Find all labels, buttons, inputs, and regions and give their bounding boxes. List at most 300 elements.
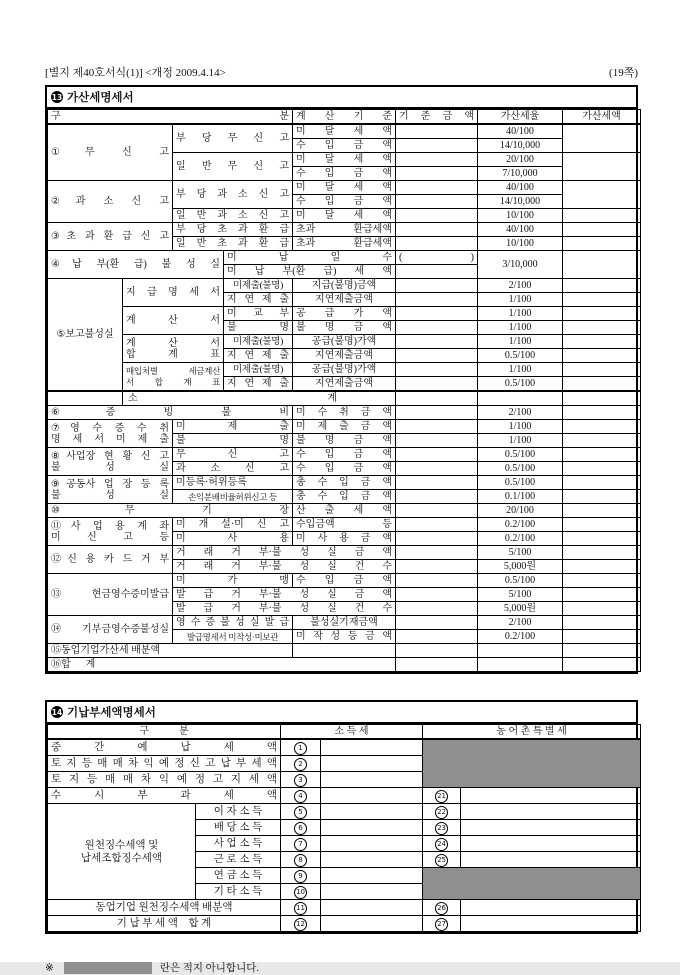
- subcategory-label: 지 연 제 출: [224, 349, 293, 363]
- penalty-amount-cell[interactable]: [563, 279, 641, 293]
- category-label: ②과 소 신 고: [48, 181, 173, 223]
- calc-basis: 수 입 금 액: [293, 167, 396, 181]
- base-amount-cell[interactable]: [396, 434, 478, 448]
- income-tax-amount-cell[interactable]: [321, 739, 423, 756]
- penalty-amount-cell[interactable]: [563, 434, 641, 448]
- calc-basis: 공급(불명)가액: [293, 363, 396, 377]
- section-title-prepaid: [47, 702, 636, 724]
- col-header-basis: 계 산 기 준: [293, 110, 396, 125]
- penalty-rate: 0.5/100: [478, 574, 563, 588]
- table-row: [48, 406, 641, 420]
- penalty-rate: 0.2/100: [478, 630, 563, 644]
- penalty-amount-cell[interactable]: [563, 518, 641, 532]
- income-tax-amount-cell[interactable]: [321, 916, 423, 932]
- category-label: ⑭기부금영수증불성실: [48, 616, 173, 644]
- penalty-rate: 2/100: [478, 406, 563, 420]
- calc-basis: 초과 환급세액: [293, 223, 396, 237]
- penalty-rate: 1/100: [478, 420, 563, 434]
- table-header-row: [48, 110, 641, 125]
- penalty-rate: 5,000원: [478, 560, 563, 574]
- table-row: [48, 788, 641, 804]
- penalty-rate: 5/100: [478, 546, 563, 560]
- item-label: 연 금 소 득: [196, 868, 281, 884]
- item-label: 기 타 소 득: [196, 884, 281, 900]
- income-tax-amount-cell[interactable]: [321, 772, 423, 788]
- item-num: [281, 868, 321, 884]
- table-row: [48, 251, 641, 265]
- base-amount-cell[interactable]: [396, 406, 478, 420]
- base-amount-cell[interactable]: [396, 462, 478, 476]
- penalty-rate: 10/100: [478, 209, 563, 223]
- farm-tax-amount-cell[interactable]: [461, 916, 641, 932]
- penalty-amount-cell[interactable]: [563, 223, 641, 237]
- item-num: [281, 836, 321, 852]
- item-num: [281, 804, 321, 820]
- table-row: [48, 739, 641, 756]
- subcategory-label: [123, 363, 224, 392]
- calc-basis: 불성실기재금액: [293, 616, 396, 630]
- label-line: 계 산 서: [126, 337, 220, 349]
- table-row: [48, 223, 641, 237]
- base-amount-cell[interactable]: [396, 546, 478, 560]
- penalty-rate: 2/100: [478, 616, 563, 630]
- circled-number: 3: [294, 774, 307, 787]
- subtotal-row: [48, 391, 641, 406]
- item-num: [281, 756, 321, 772]
- calc-basis: 수입금액 등: [293, 518, 396, 532]
- base-amount-cell[interactable]: [396, 420, 478, 434]
- footnote: [45, 960, 638, 975]
- total-label: 기 납 부 세 액 합 계: [48, 916, 281, 932]
- income-tax-amount-cell[interactable]: [321, 804, 423, 820]
- circled-number: 2: [294, 758, 307, 771]
- calc-basis: 미 사 용 금 액: [293, 532, 396, 546]
- penalty-rate: 5,000원: [478, 602, 563, 616]
- penalty-rate: 1/100: [478, 321, 563, 335]
- penalty-rate: 1/100: [478, 335, 563, 349]
- calc-basis: 수 입 금 액: [293, 448, 396, 462]
- penalty-amount-cell[interactable]: [563, 391, 641, 406]
- subcategory-label: 미 제 출: [173, 420, 293, 434]
- calc-basis: 수 입 금 액: [293, 195, 396, 209]
- circled-number: 8: [294, 854, 307, 867]
- penalty-amount-cell[interactable]: [563, 124, 641, 153]
- income-tax-amount-cell[interactable]: [321, 788, 423, 804]
- calc-basis: 미 달 세 액: [293, 181, 396, 195]
- item-label: 근 로 소 득: [196, 852, 281, 868]
- category-label: [48, 476, 173, 504]
- form-header: [45, 64, 638, 80]
- income-tax-amount-cell[interactable]: [321, 852, 423, 868]
- category-label: ⑤보고불성실: [48, 279, 123, 392]
- label-line: 매입처별 세금계산: [126, 365, 220, 376]
- base-amount-cell[interactable]: [396, 279, 478, 293]
- circled-number: 10: [294, 886, 307, 899]
- calc-basis: 불 명 금 액: [293, 434, 396, 448]
- section-title-penalty: [47, 87, 636, 109]
- total-row: [48, 916, 641, 932]
- penalty-rate: 0.5/100: [478, 462, 563, 476]
- col-header-rate: 가산세율: [478, 110, 563, 125]
- calc-basis: 지급(불명)금액: [293, 279, 396, 293]
- base-amount-cell[interactable]: [396, 644, 478, 658]
- category-label: ⑬현금영수증미발급: [48, 574, 173, 616]
- penalty-amount-cell[interactable]: [563, 293, 641, 307]
- item-label: 동업기업 원천징수세액 배분액: [48, 900, 281, 916]
- penalty-amount-cell[interactable]: [563, 349, 641, 363]
- subcategory-label: 부 당 과 소 신 고: [173, 181, 293, 209]
- calc-basis: 공급(불명)가액: [293, 335, 396, 349]
- penalty-amount-cell[interactable]: [563, 363, 641, 377]
- base-amount-cell[interactable]: [396, 124, 478, 139]
- item-label: 배 당 소 득: [196, 820, 281, 836]
- penalty-rate: 40/100: [478, 223, 563, 237]
- base-amount-cell[interactable]: [396, 363, 478, 377]
- total-label: ⑯합 계: [48, 658, 396, 672]
- subcategory-label: 부 당 무 신 고: [173, 124, 293, 153]
- penalty-amount-cell[interactable]: [563, 209, 641, 223]
- penalty-rate: [478, 391, 563, 406]
- blocked-cell: [423, 868, 641, 900]
- col-header-gubun: 구 분: [48, 725, 281, 740]
- farm-tax-num: [423, 804, 461, 820]
- category-label: ③초 과 환 급 신 고: [48, 223, 173, 251]
- penalty-rate: 0.5/100: [478, 476, 563, 490]
- table-row: [48, 616, 641, 630]
- label-line: 서 합 계 표: [126, 376, 220, 387]
- table-row: [48, 279, 641, 293]
- circled-number: 27: [435, 918, 448, 931]
- table-row: [48, 476, 641, 490]
- col-header-income-tax: 소 득 세: [281, 725, 423, 740]
- income-tax-amount-cell[interactable]: [321, 884, 423, 900]
- penalty-rate: 20/100: [478, 504, 563, 518]
- item-num: [281, 852, 321, 868]
- farm-tax-amount-cell[interactable]: [461, 804, 641, 820]
- farm-tax-amount-cell[interactable]: [461, 788, 641, 804]
- circled-number: 24: [435, 838, 448, 851]
- penalty-amount-cell[interactable]: [563, 335, 641, 349]
- subcategory-label: 손익분배비율허위신고 등: [173, 490, 293, 504]
- section-title-text: 기납부세액명세서: [67, 707, 156, 719]
- penalty-rate: 0.1/100: [478, 490, 563, 504]
- penalty-rate: 14/10,000: [478, 139, 563, 153]
- base-amount-cell[interactable]: [396, 448, 478, 462]
- base-amount-cell[interactable]: [396, 335, 478, 349]
- table-row: [48, 644, 641, 658]
- label-line: 명 세 서 미 제 출: [51, 433, 169, 445]
- penalty-rate: 1/100: [478, 293, 563, 307]
- penalty-amount-cell[interactable]: [563, 181, 641, 209]
- penalty-amount-cell[interactable]: [563, 532, 641, 546]
- subcategory-label: 일 반 초 과 환 급: [173, 237, 293, 251]
- penalty-rate: 7/10,000: [478, 167, 563, 181]
- category-label: ⑫신 용 카 드 거 부: [48, 546, 173, 574]
- calc-basis: 미 달 세 액: [293, 124, 396, 139]
- penalty-amount-cell[interactable]: [563, 448, 641, 462]
- subcategory-label: 무 신 고: [173, 448, 293, 462]
- base-amount-cell[interactable]: [396, 181, 478, 195]
- category-label: ⑥증 빙 불 비: [48, 406, 293, 420]
- item-num: [281, 916, 321, 932]
- category-label: ①무 신 고: [48, 124, 173, 181]
- calc-basis: 초과 환급세액: [293, 237, 396, 251]
- subtotal-label-right: 계: [327, 392, 338, 404]
- subcategory-label: 발급명세서 미작성·미보관: [173, 630, 293, 644]
- base-amount-cell[interactable]: [396, 223, 478, 237]
- empty-cell: [48, 391, 123, 406]
- item-num: [281, 884, 321, 900]
- penalty-amount-cell[interactable]: [563, 630, 641, 644]
- circled-number: 11: [294, 902, 307, 915]
- income-tax-amount-cell[interactable]: [321, 868, 423, 884]
- footnote-text: 란은 적지 아니합니다.: [159, 963, 259, 974]
- base-amount-cell[interactable]: [396, 476, 478, 490]
- base-amount-cell[interactable]: [396, 167, 478, 181]
- calc-basis: 거 래 거 부·불 성 실 금 액: [173, 546, 396, 560]
- penalty-amount-cell[interactable]: [563, 321, 641, 335]
- page-number: (19쪽): [609, 67, 638, 79]
- calc-basis: 미 작 성 등 금 액: [293, 630, 396, 644]
- item-num: [281, 739, 321, 756]
- table-row: [48, 448, 641, 462]
- base-amount-cell[interactable]: [396, 377, 478, 392]
- category-label: ⑮동업기업가산세 배분액: [48, 644, 293, 658]
- item-label: 토 지 등 매 매 차 익 예 정 고 지 세 액: [48, 772, 281, 788]
- subcategory-label: 미 개 설·미 신 고: [173, 518, 293, 532]
- table-row: [48, 181, 641, 195]
- base-amount-cell[interactable]: [396, 490, 478, 504]
- circled-number: 5: [294, 806, 307, 819]
- base-amount-cell[interactable]: [396, 574, 478, 588]
- item-num: [281, 772, 321, 788]
- table-row: [48, 363, 641, 377]
- table-row: [48, 307, 641, 321]
- penalty-rate: 1/100: [478, 363, 563, 377]
- category-label: ⑩무 기 장: [48, 504, 293, 518]
- base-amount-cell[interactable]: ( ): [396, 251, 478, 265]
- calc-basis: 산 출 세 액: [293, 504, 396, 518]
- base-amount-cell[interactable]: [396, 349, 478, 363]
- total-row: [48, 658, 641, 672]
- table-row: [48, 335, 641, 349]
- penalty-amount-cell[interactable]: [563, 616, 641, 630]
- base-amount-cell[interactable]: [396, 321, 478, 335]
- subcategory-label: 미제출(불명): [224, 363, 293, 377]
- footnote-mark: ※: [45, 962, 54, 974]
- penalty-amount-cell[interactable]: [563, 658, 641, 672]
- base-amount-cell[interactable]: [396, 560, 478, 574]
- label-line: 납세조합징수세액: [80, 852, 163, 864]
- blocked-cell: [423, 739, 641, 788]
- farm-tax-num: [423, 852, 461, 868]
- group-label: [48, 804, 196, 900]
- label-line: ⑦영 수 증 수 취: [51, 422, 169, 434]
- farm-tax-amount-cell[interactable]: [461, 836, 641, 852]
- penalty-amount-cell[interactable]: [563, 560, 641, 574]
- farm-tax-amount-cell[interactable]: [461, 852, 641, 868]
- base-amount-cell[interactable]: [396, 588, 478, 602]
- base-amount-cell[interactable]: [396, 602, 478, 616]
- farm-tax-num: [423, 916, 461, 932]
- penalty-amount-cell[interactable]: [563, 588, 641, 602]
- label-line: ⑨공동사 업 장 등 록: [51, 478, 169, 490]
- item-label: 중 간 예 납 세 액: [48, 739, 281, 756]
- base-amount-cell[interactable]: [396, 195, 478, 209]
- penalty-amount-cell[interactable]: [563, 153, 641, 181]
- penalty-amount-cell[interactable]: [563, 406, 641, 420]
- subcategory-label: 부 당 초 과 환 급: [173, 223, 293, 237]
- farm-tax-num: [423, 788, 461, 804]
- table-row: [48, 574, 641, 588]
- base-amount-cell[interactable]: [396, 293, 478, 307]
- calc-basis: 미 달 세 액: [293, 153, 396, 167]
- calc-basis: 지연제출금액: [293, 293, 396, 307]
- base-amount-cell[interactable]: [396, 265, 478, 279]
- calc-basis: 거 래 거 부·불 성 실 건 수: [173, 560, 396, 574]
- circled-number: 6: [294, 822, 307, 835]
- subcategory-label: 영 수 증 불 성 실 발 급: [173, 616, 293, 630]
- income-tax-amount-cell[interactable]: [321, 836, 423, 852]
- farm-tax-num: [423, 820, 461, 836]
- penalty-amount-cell[interactable]: [563, 490, 641, 504]
- farm-tax-amount-cell[interactable]: [461, 820, 641, 836]
- penalty-rate: 1/100: [478, 307, 563, 321]
- subcategory-label: 미제출(불명): [224, 335, 293, 349]
- table-row: [48, 124, 641, 139]
- label-line: ⑧사업장 현 황 신 고: [51, 450, 169, 462]
- subcategory-label: 불 명: [224, 321, 293, 335]
- category-label: [48, 420, 173, 448]
- penalty-rate: 1/100: [478, 434, 563, 448]
- subcategory-label: 지 연 제 출: [224, 377, 293, 392]
- base-amount-cell[interactable]: [396, 504, 478, 518]
- penalty-rate: 40/100: [478, 124, 563, 139]
- calc-basis: 수 입 금 액: [293, 574, 396, 588]
- item-label: 수 시 부 과 세 액: [48, 788, 281, 804]
- penalty-rate: [478, 658, 563, 672]
- table-header-row: [48, 725, 641, 740]
- base-amount-cell[interactable]: [396, 658, 478, 672]
- circled-number: 25: [435, 854, 448, 867]
- prepaid-tax-section: [45, 700, 638, 934]
- calc-basis: 발 급 거 부·불 성 실 건 수: [173, 602, 396, 616]
- table-row: [48, 804, 641, 820]
- circled-number: 26: [435, 902, 448, 915]
- table-row: [48, 546, 641, 560]
- base-amount-cell[interactable]: [396, 139, 478, 153]
- category-label: [48, 518, 173, 546]
- subcategory-label: 미 사 용: [173, 532, 293, 546]
- penalty-amount-cell[interactable]: [563, 377, 641, 392]
- penalty-rate: 20/100: [478, 153, 563, 167]
- circled-number: 4: [294, 790, 307, 803]
- section-number-badge: 14: [51, 707, 63, 717]
- col-header-farm-tax: 농 어 촌 특 별 세: [423, 725, 641, 740]
- penalty-rate: 2/100: [478, 279, 563, 293]
- base-amount-cell[interactable]: [396, 153, 478, 167]
- penalty-rate: 10/100: [478, 237, 563, 251]
- base-amount-cell[interactable]: [293, 644, 396, 658]
- penalty-rate: 0.2/100: [478, 532, 563, 546]
- label-line: 원천징수세액 및: [84, 839, 159, 851]
- base-amount-cell[interactable]: [396, 307, 478, 321]
- penalty-rate: 0.5/100: [478, 448, 563, 462]
- income-tax-amount-cell[interactable]: [321, 820, 423, 836]
- label-line: ⑪사 업 용 계 좌: [51, 520, 169, 532]
- prepaid-tax-table: [47, 724, 641, 932]
- penalty-amount-cell[interactable]: [563, 237, 641, 251]
- label-line: 불 성 실: [51, 489, 169, 501]
- calc-basis: 수 입 금 액: [293, 139, 396, 153]
- calc-basis: 지연제출금액: [293, 349, 396, 363]
- penalty-amount-cell[interactable]: [563, 476, 641, 490]
- item-num: [281, 788, 321, 804]
- item-label: 사 업 소 득: [196, 836, 281, 852]
- penalty-tax-section: [45, 85, 638, 674]
- calc-basis: 미 달 세 액: [293, 209, 396, 223]
- label-line: 미 신 고 등: [51, 531, 169, 543]
- item-num: [281, 900, 321, 916]
- penalty-amount-cell[interactable]: [563, 251, 641, 279]
- penalty-rate: 3/10,000: [478, 251, 563, 279]
- base-amount-cell[interactable]: [396, 518, 478, 532]
- income-tax-amount-cell[interactable]: [321, 900, 423, 916]
- penalty-amount-cell[interactable]: [563, 462, 641, 476]
- farm-tax-num: [423, 900, 461, 916]
- base-amount-cell[interactable]: [396, 209, 478, 223]
- penalty-amount-cell[interactable]: [563, 644, 641, 658]
- penalty-amount-cell[interactable]: [563, 602, 641, 616]
- penalty-amount-cell[interactable]: [563, 420, 641, 434]
- penalty-amount-cell[interactable]: [563, 307, 641, 321]
- item-label: 이 자 소 득: [196, 804, 281, 820]
- penalty-tax-table: [47, 109, 641, 672]
- penalty-rate: 40/100: [478, 181, 563, 195]
- col-header-gubun: 구 분: [48, 110, 293, 125]
- base-amount-cell[interactable]: [396, 630, 478, 644]
- farm-tax-amount-cell[interactable]: [461, 900, 641, 916]
- penalty-amount-cell[interactable]: [563, 574, 641, 588]
- label-line: 불 성 실: [51, 461, 169, 473]
- penalty-amount-cell[interactable]: [563, 504, 641, 518]
- base-amount-cell[interactable]: [396, 391, 478, 406]
- circled-number: 12: [294, 918, 307, 931]
- base-amount-cell[interactable]: [396, 237, 478, 251]
- table-row: [48, 518, 641, 532]
- circled-number: 1: [294, 742, 307, 755]
- income-tax-amount-cell[interactable]: [321, 756, 423, 772]
- subcategory-label: [123, 335, 224, 363]
- penalty-rate: 14/10,000: [478, 195, 563, 209]
- col-header-base-amount: 기 준 금 액: [396, 110, 478, 125]
- penalty-amount-cell[interactable]: [563, 546, 641, 560]
- subcategory-label: 미 가 맹: [173, 574, 293, 588]
- penalty-rate: 5/100: [478, 588, 563, 602]
- item-label: 토 지 등 매 매 차 익 예 정 신 고 납 부 세 액: [48, 756, 281, 772]
- subcategory-label: 과 소 신 고: [173, 462, 293, 476]
- penalty-rate: 0.5/100: [478, 377, 563, 392]
- table-row: [48, 504, 641, 518]
- circled-number: 22: [435, 806, 448, 819]
- form-number: [별지 제40호서식(1)] <개정 2009.4.14>: [45, 67, 226, 79]
- base-amount-cell[interactable]: [396, 616, 478, 630]
- calc-basis: 미 제 출 금 액: [293, 420, 396, 434]
- base-amount-cell[interactable]: [396, 532, 478, 546]
- calc-basis: 총 수 입 금 액: [293, 490, 396, 504]
- category-label: ④납 부(환 급) 불 성 실: [48, 251, 224, 279]
- circled-number: 21: [435, 790, 448, 803]
